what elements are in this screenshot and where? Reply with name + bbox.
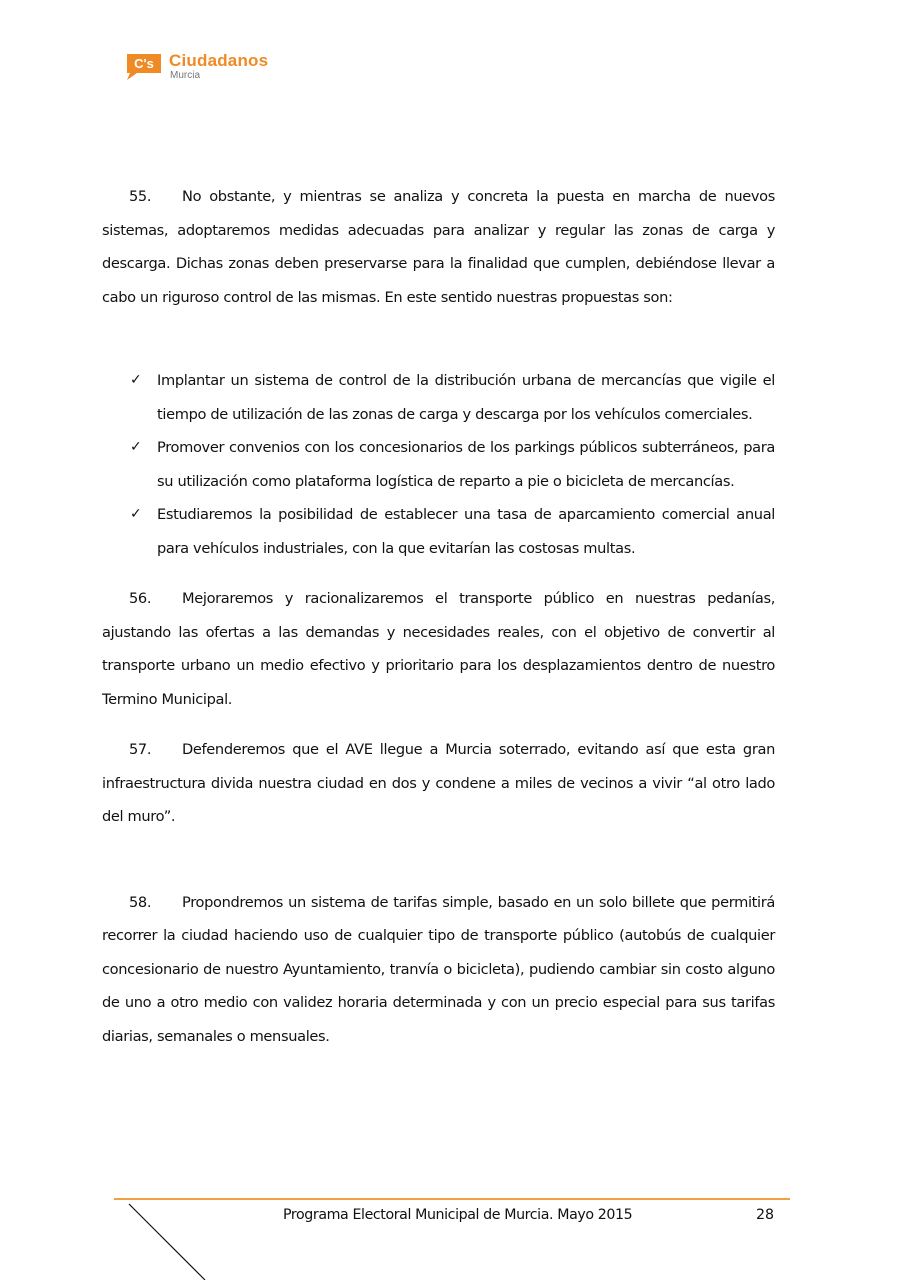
checkmark-icon: ✓	[130, 372, 142, 388]
list-item-text: Implantar un sistema de control de la distribución urbana de mercancías que vigile el tiempo de utilización de las zonas de carga y descarga por los vehículos comerciales.	[157, 372, 775, 423]
ciudadanos-logo	[123, 50, 273, 86]
checkmark-icon: ✓	[130, 439, 142, 455]
paragraph-number: 57.	[129, 741, 152, 758]
paragraph-text: Defenderemos que el AVE llegue a Murcia soterrado, evitando así que esta gran infraestructura divida nuestra ciudad en dos y condene a miles de vecinos a vivir “al otro lado del muro”.	[102, 741, 775, 825]
logo-badge-text: C's	[134, 56, 154, 71]
proposal-list	[102, 364, 775, 565]
paragraph-number: 55.	[129, 188, 152, 205]
footer-title: Programa Electoral Municipal de Murcia. Mayo 2015	[283, 1207, 633, 1223]
checkmark-icon: ✓	[130, 506, 142, 522]
list-item-text: Estudiaremos la posibilidad de establecer una tasa de aparcamiento comercial anual para vehículos industriales, con la que evitarían las costosas multas.	[157, 506, 775, 557]
logo-city: Murcia	[170, 70, 201, 81]
paragraph-57	[102, 733, 775, 834]
paragraph-56	[102, 582, 775, 716]
paragraph-text: No obstante, y mientras se analiza y concreta la puesta en marcha de nuevos sistemas, adoptaremos medidas adecuadas para analizar y regular las zonas de carga y descarga. Dichas zonas deben preservarse para la finalidad que cumplen, debiéndose llevar a cabo un riguroso control de las mismas. En este sentido nuestras propuestas son:	[102, 188, 775, 306]
paragraph-58	[102, 886, 775, 1054]
list-item-text: Promover convenios con los concesionarios de los parkings públicos subterráneos, para su utilización como plataforma logística de reparto a pie o bicicleta de mercancías.	[157, 439, 775, 490]
footer-divider	[114, 1198, 790, 1200]
paragraph-text: Propondremos un sistema de tarifas simple, basado en un solo billete que permitirá recorrer la ciudad haciendo uso de cualquier tipo de transporte público (autobús de cualquier concesionario de nuestro Ayuntamiento, tranvía o bicicleta), pudiendo cambiar sin costo alguno de uno a otro medio con validez horaria determinada y con un precio especial para sus tarifas diarias, semanales o mensuales.	[102, 893, 775, 1045]
page-number: 28	[756, 1207, 775, 1223]
cs-badge-icon	[123, 52, 163, 80]
list-item	[102, 431, 775, 498]
paragraph-text: Mejoraremos y racionalizaremos el transporte público en nuestras pedanías, ajustando las ofertas a las demandas y necesidades reales, con el objetivo de convertir al transporte urbano un medio efectivo y prioritario para los desplazamientos dentro de nuestro Termino Municipal.	[102, 590, 775, 708]
document-body	[102, 180, 775, 1053]
list-item	[102, 364, 775, 431]
paragraph-55	[102, 180, 775, 314]
logo-name: Ciudadanos	[169, 51, 269, 70]
footer-diagonal-line	[125, 1202, 215, 1280]
paragraph-number: 56.	[129, 590, 152, 607]
list-item	[102, 498, 775, 565]
paragraph-number: 58.	[129, 893, 152, 911]
